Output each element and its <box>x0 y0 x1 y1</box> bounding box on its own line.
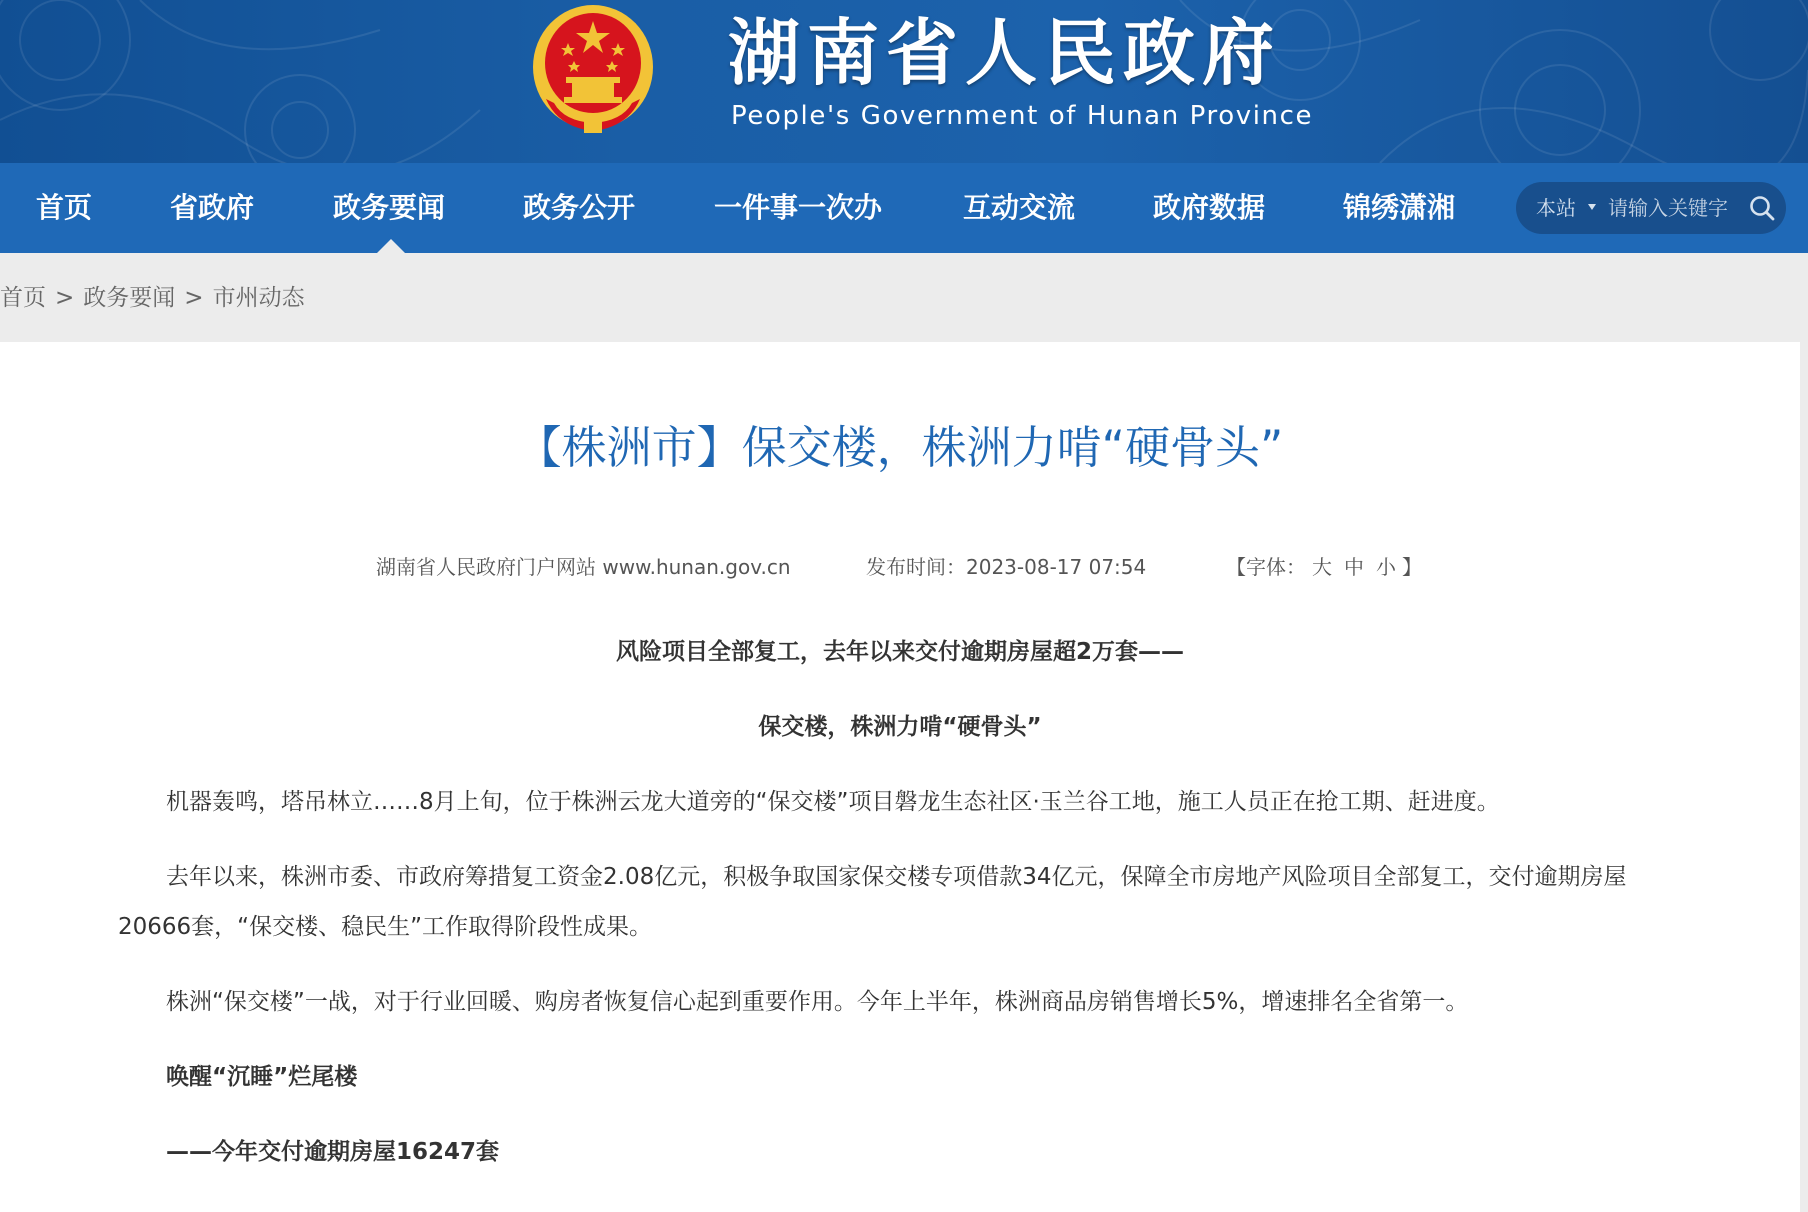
nav-item-government-news[interactable]: 政务要闻 <box>333 191 446 224</box>
nav-item-scenic-hunan[interactable]: 锦绣潇湘 <box>1343 191 1456 224</box>
article-title: 【株洲市】保交楼，株洲力啃“硬骨头” <box>516 421 1284 474</box>
header-banner <box>0 0 1808 163</box>
national-emblem-icon <box>528 3 658 137</box>
breadcrumb-government-news[interactable]: 政务要闻 <box>83 285 176 311</box>
publish-time-value: 2023-08-17 07:54 <box>966 555 1147 579</box>
publish-time <box>866 552 1146 582</box>
article-paragraph: 机器轰鸣，塔吊林立……8月上旬，位于株洲云龙大道旁的“保交楼”项目磐龙生态社区·玉兰谷工地，施工人员正在抢工期、赶进度。 <box>166 789 1500 815</box>
breadcrumb-home[interactable]: 首页 <box>0 285 46 311</box>
font-size-medium-button[interactable]: 中 <box>1344 555 1364 579</box>
article-source: 湖南省人民政府门户网站 www.hunan.gov.cn <box>376 555 791 579</box>
nav-item-government-data[interactable]: 政府数据 <box>1153 191 1266 224</box>
article-paragraph: 株洲“保交楼”一战，对于行业回暖、购房者恢复信心起到重要作用。今年上半年，株洲商品房销售增长5%，增速排名全省第一。 <box>166 989 1469 1015</box>
article-container <box>0 342 1800 1212</box>
nav-item-one-stop-service[interactable]: 一件事一次办 <box>714 191 883 224</box>
nav-item-interaction[interactable]: 互动交流 <box>963 191 1076 224</box>
site-title: 湖南省人民政府 <box>728 11 1282 95</box>
breadcrumb-separator: > <box>55 285 75 311</box>
article-headline: 保交楼，株洲力啃“硬骨头” <box>758 714 1042 740</box>
breadcrumb-separator: > <box>184 285 204 311</box>
article-paragraph: 去年以来，株洲市委、市政府筹措复工资金2.08亿元，积极争取国家保交楼专项借款34亿元，保障全市房地产风险项目全部复工，交付逾期房屋20666套，“保交楼、稳民生”工作取得阶段性成果。 <box>118 864 1627 940</box>
search-icon[interactable] <box>1748 194 1776 222</box>
search-input[interactable] <box>1608 190 1744 226</box>
nav-item-home[interactable]: 首页 <box>36 191 93 224</box>
search-box <box>1516 182 1786 234</box>
article-headline-intro: 风险项目全部复工，去年以来交付逾期房屋超2万套—— <box>615 639 1184 665</box>
font-size-close-bracket: 】 <box>1402 555 1422 579</box>
nav-item-provincial-government[interactable]: 省政府 <box>170 191 255 224</box>
breadcrumb-city-news[interactable]: 市州动态 <box>212 285 305 311</box>
main-navigation <box>0 163 1808 253</box>
breadcrumb <box>0 278 305 318</box>
search-scope-dropdown[interactable]: 本站 <box>1536 196 1576 220</box>
site-title-english: People's Government of Hunan Province <box>731 101 1314 131</box>
nav-item-government-affairs[interactable]: 政务公开 <box>523 191 636 224</box>
font-size-large-button[interactable]: 大 <box>1312 555 1332 579</box>
font-size-small-button[interactable]: 小 <box>1376 555 1396 579</box>
active-nav-indicator <box>377 239 405 253</box>
font-size-selector <box>1226 552 1422 582</box>
article-subheading: ——今年交付逾期房屋16247套 <box>166 1139 500 1165</box>
font-size-label: 【字体： <box>1226 555 1306 579</box>
chevron-down-icon[interactable] <box>1588 204 1596 210</box>
article-subheading: 唤醒“沉睡”烂尾楼 <box>166 1064 358 1090</box>
publish-time-label: 发布时间： <box>866 555 966 579</box>
